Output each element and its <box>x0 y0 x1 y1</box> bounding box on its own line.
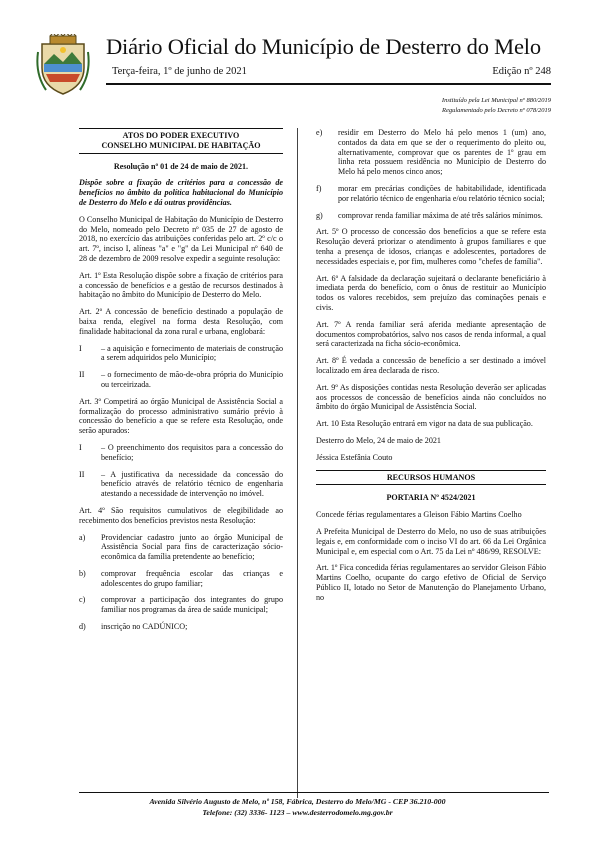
item-marker: g) <box>316 210 323 220</box>
item-text: morar em precárias condições de habitabilidade, identificada por relatório técnico de engenharia e/ou relatório técnico social; <box>338 183 546 203</box>
item-marker: c) <box>79 595 86 605</box>
item-text: – A justificativa da necessidade da concessão do benefício através de relatório técnico de engenharia atestando a necessidade de intervenção no imóvel. <box>101 469 283 499</box>
left-column <box>79 128 283 639</box>
item-text: residir em Desterro do Melo há pelo menos 1 (um) ano, contados da data em que se der o requerimento do pleito ou, alternativamente, comprovar que os parentes de 1º grau em linha reta possuem residência no Município de Desterro do Melo há pelo menos cinco anos; <box>338 128 546 177</box>
list-item <box>79 370 283 390</box>
list-item <box>79 595 283 615</box>
section-title: ATOS DO PODER EXECUTIVO <box>122 131 240 140</box>
footer-contact: Telefone: (32) 3336- 1123 – www.desterrodomelo.mg.gov.br <box>202 808 393 817</box>
portaria-summary: Concede férias regulamentares a Gleison Fábio Martins Coelho <box>316 510 522 520</box>
item-marker: II <box>79 370 85 380</box>
section-heading-box <box>79 128 283 154</box>
item-text: comprovar renda familiar máxima de até três salários mínimos. <box>338 210 543 220</box>
item-marker: b) <box>79 568 86 578</box>
resolution-title: Resolução nº 01 de 24 de maio de 2021. <box>113 161 249 171</box>
institution-line: Instituído pela Lei Municipal nº 880/2019 <box>441 97 551 104</box>
list-item <box>316 184 546 204</box>
article-4: Art. 4º São requisitos cumulativos de elegibilidade ao recebimento dos benefícios previstos nesta Resolução: <box>79 505 283 525</box>
section-heading-box <box>316 470 546 486</box>
list-item <box>316 128 546 177</box>
list-item <box>79 470 283 499</box>
item-marker: II <box>79 469 85 479</box>
institution-note <box>442 96 551 116</box>
footer-address: Avenida Silvério Augusto de Melo, nº 158, Fábrica, Desterro do Melo/MG - CEP 36.210-000 <box>149 797 446 806</box>
list-item <box>79 344 283 364</box>
municipal-coat-of-arms-icon <box>36 34 90 96</box>
footer-divider <box>79 792 549 793</box>
article-8: Art. 8º É vedada a concessão de benefício a ser destinado a imóvel localizado em área declarada de risco. <box>316 356 546 375</box>
item-text: comprovar frequência escolar das crianças e adolescentes do grupo familiar; <box>101 568 283 588</box>
resolution-summary: Dispõe sobre a fixação de critérios para a concessão de benefícios no âmbito da política habitacional do Município de Desterro do Melo e dá outras providências. <box>79 178 283 207</box>
article-2: Art. 2º A concessão de benefício destinado a população de baixa renda, elegível na forma desta Resolução, com finalidade habitacional da zona rural e urbana, englobará: <box>79 307 283 336</box>
list-item <box>79 443 283 463</box>
item-text: – o fornecimento de mão-de-obra própria do Município ou terceirizada. <box>101 370 283 389</box>
article-3: Art. 3º Competirá ao órgão Municipal de Assistência Social a formalização do processo administrativo sumário prévio à concessão do benefício a que se refere esta Resolução, onde serão apurados: <box>79 396 283 436</box>
place-date: Desterro do Melo, 24 de maio de 2021 <box>316 435 441 445</box>
column-divider <box>297 128 298 798</box>
article-9: Art. 9º As disposições contidas nesta Resolução deverão ser aplicadas aos processos de concessão de benefícios ainda não concluídos no âmbito do órgão Municipal de Assistência Social. <box>316 382 546 412</box>
right-column <box>316 128 546 609</box>
newspaper-title: Diário Oficial do Município de Desterro do Melo <box>106 34 541 59</box>
section-title: RECURSOS HUMANOS <box>386 472 476 482</box>
item-marker: I <box>79 442 82 452</box>
section-subtitle: CONSELHO MUNICIPAL DE HABITAÇÃO <box>101 140 261 150</box>
article-7: Art. 7º A renda familiar será aferida mediante apresentação de documentos comprobatórios, salvo nos casos de renda informal, a qual será caracterizada na ficha sócio-econômica. <box>316 319 546 349</box>
article-5: Art. 5º O processo de concessão dos benefícios a que se refere esta Resolução deverá priorizar o atendimento à grupos familiares e que tenha a presença de idosos, crianças e adolescentes, portadores de necessidades especiais e, por fim, mulheres como "chefes de família". <box>316 227 546 266</box>
article-10: Art. 10 Esta Resolução entrará em vigor na data de sua publicação. <box>316 419 533 429</box>
item-marker: f) <box>316 183 322 193</box>
article-1: Art. 1º Esta Resolução dispõe sobre a fixação de critérios para a concessão de benefícios e a gestão de recursos destinados à habitação no âmbito do Município de Desterro do Melo. <box>79 270 283 300</box>
portaria-title: PORTARIA Nº 4524/2021 <box>386 493 476 503</box>
list-item <box>79 533 283 562</box>
list-item <box>79 569 283 589</box>
edition-number: Edição nº 248 <box>492 66 551 77</box>
item-text: – a aquisição e fornecimento de materiais de construção a serem adquiridos pelo Município; <box>101 343 283 363</box>
item-text: inscrição no CADÚNICO; <box>101 622 188 632</box>
item-text: – O preenchimento dos requisitos para a concessão do benefício; <box>101 442 283 462</box>
item-marker: a) <box>79 532 86 542</box>
item-marker: d) <box>79 622 86 632</box>
article-6: Art. 6º A falsidade da declaração sujeitará o declarante beneficiário à imediata perda do benefício, com o ônus de restituir ao Município todos os valores recebidos, sem prejuízo das cominações penais e civis. <box>316 273 546 312</box>
item-marker: e) <box>316 128 323 137</box>
issue-date: Terça-feira, 1º de junho de 2021 <box>112 66 247 77</box>
resolution-intro: O Conselho Municipal de Habitação do Município de Desterro do Melo, nomeado pelo Decreto nº 035 de 27 de agosto de 2018, no exercício das atribuições conferidas pelo art. 2º c/c o art. 7º, inciso I, alíneas "a" e "g" da Lei Municipal nº 640 de 28 de dezembro de 2009 resolve expedir a seguinte resolução: <box>79 214 283 263</box>
institution-line: Regulamentado pelo Decreto nº 078/2019 <box>441 107 551 114</box>
portaria-intro: A Prefeita Municipal de Desterro do Melo, no uso de suas atribuições legais e, em conformidade com o inciso VI do art. 66 da Lei Orgânica Municipal e, em especial com o Art. 75 da Lei nº 486/99, RESOLVE: <box>316 526 546 556</box>
portaria-article-1: Art. 1º Fica concedida férias regulamentares ao servidor Gleison Fábio Martins Coelho, ocupante do cargo efetivo de Oficial de Serviço Público II, lotado no Setor de Manutenção do Planejamento Urbano, no <box>316 563 546 602</box>
header-divider <box>106 83 551 85</box>
item-marker: I <box>79 343 82 353</box>
item-text: comprovar a participação dos integrantes do grupo familiar nos programas da área de saúde municipal; <box>101 595 283 615</box>
list-item <box>316 211 546 221</box>
signature-name: Jéssica Estefânia Couto <box>316 452 393 462</box>
list-item <box>79 622 283 632</box>
item-text: Providenciar cadastro junto ao órgão Municipal de Assistência Social para fins de caracterização sócio-econômica da família pretendente ao benefício; <box>101 532 283 562</box>
